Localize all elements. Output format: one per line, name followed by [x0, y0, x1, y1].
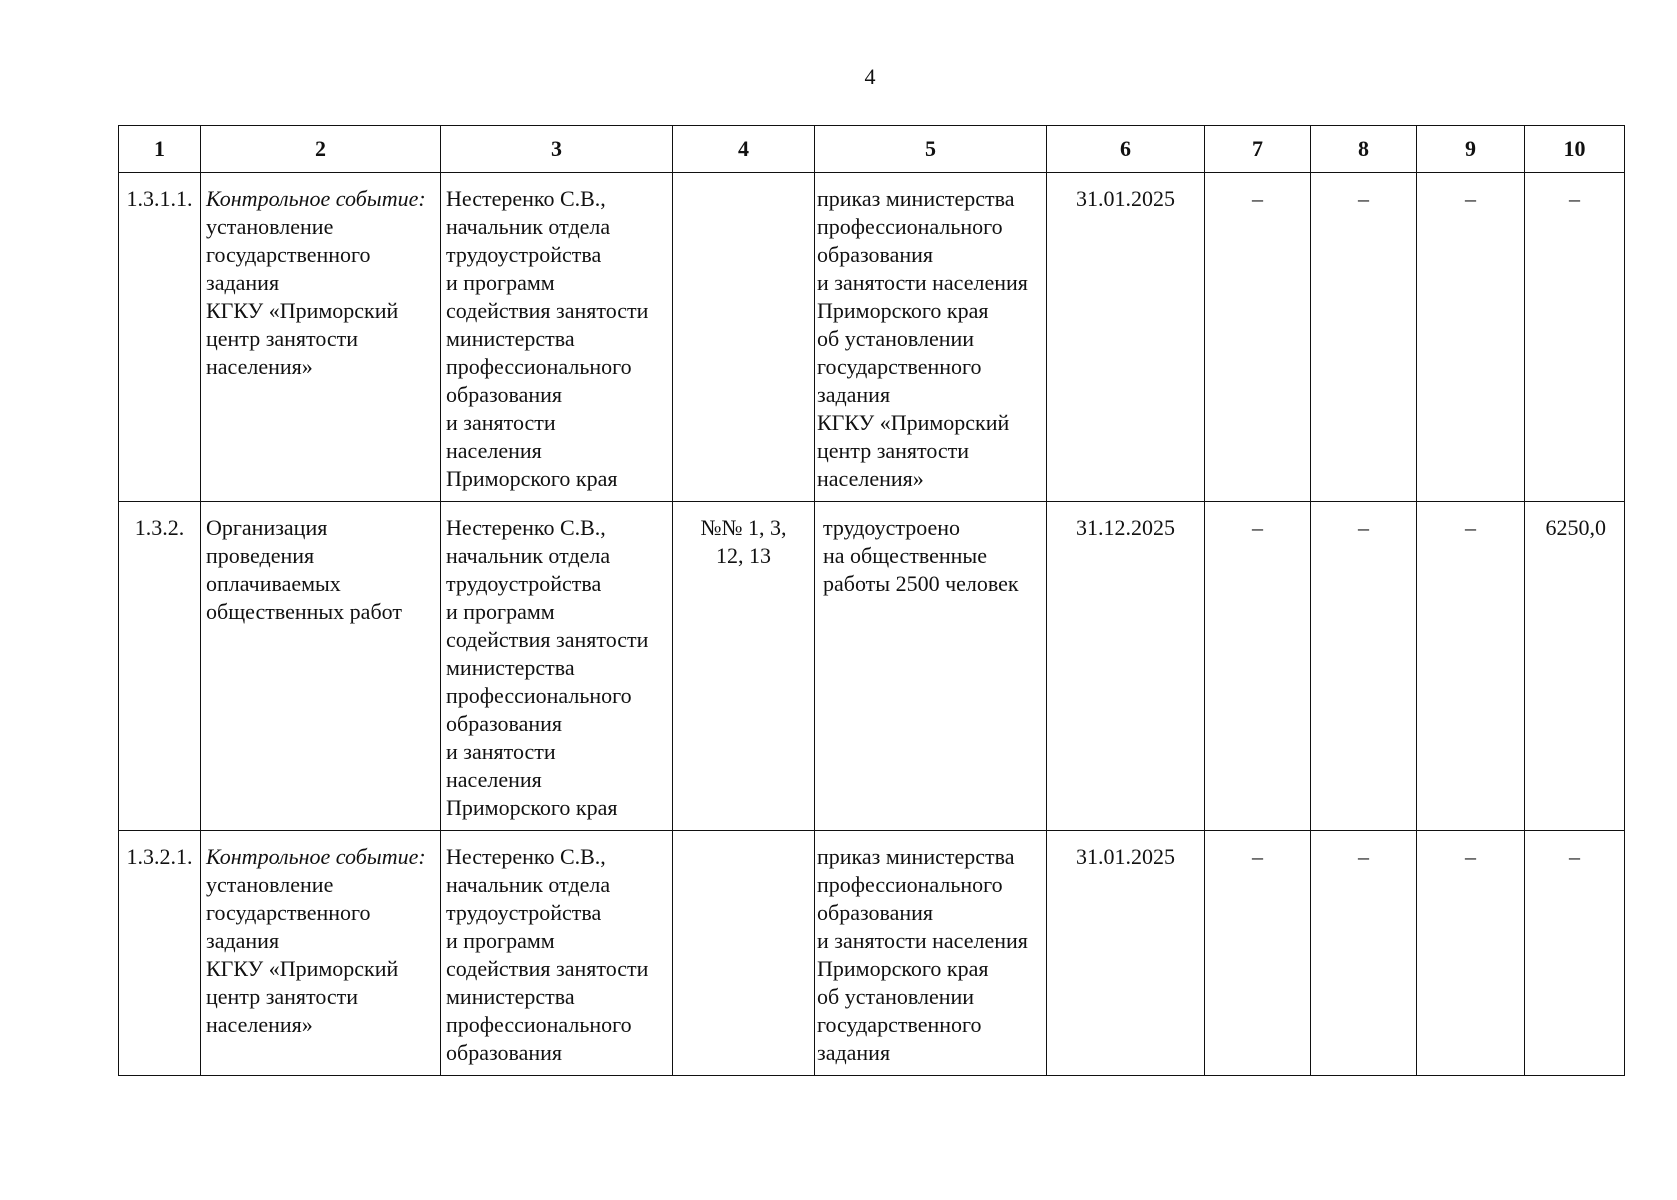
responsible-line: профессионального: [446, 683, 632, 708]
row-number: 1.3.2.: [119, 502, 201, 831]
header-row: [119, 126, 1625, 173]
col8-cell: –: [1311, 502, 1417, 831]
responsible-line: образования: [446, 382, 563, 407]
column-header: 6: [1047, 126, 1205, 173]
name-line: населения»: [206, 1012, 313, 1037]
control-event-label: Контрольное событие:: [206, 844, 426, 869]
responsible-line: содействия занятости: [446, 627, 649, 652]
result-line: государственного: [817, 1012, 982, 1037]
result-line: задания: [817, 382, 891, 407]
responsible-line: Нестеренко С.В.,: [446, 844, 606, 869]
result-line: КГКУ «Приморский: [817, 410, 1010, 435]
row-number: 1.3.1.1.: [119, 173, 201, 502]
result-line: центр занятости: [817, 438, 970, 463]
responsible-line: трудоустройства: [446, 900, 602, 925]
column-header: 7: [1205, 126, 1311, 173]
responsible-line: профессионального: [446, 354, 632, 379]
col8-cell: –: [1311, 173, 1417, 502]
responsible-line: начальник отдела: [446, 214, 611, 239]
responsible-line: трудоустройства: [446, 242, 602, 267]
responsible-line: и занятости: [446, 739, 556, 764]
name-line: государственного: [206, 900, 371, 925]
result-line: профессионального: [817, 872, 1003, 897]
result-line: образования: [817, 900, 934, 925]
name-line: оплачиваемых: [206, 571, 341, 596]
indicator-line: 12, 13: [716, 543, 771, 568]
name-line: КГКУ «Приморский: [206, 298, 399, 323]
name-line: центр занятости: [206, 326, 359, 351]
indicator-cell: [673, 502, 815, 831]
responsible-line: образования: [446, 1040, 563, 1065]
responsible-line: и программ: [446, 270, 555, 295]
name-line: установление: [206, 872, 334, 897]
responsible-line: и программ: [446, 928, 555, 953]
indicator-cell: [673, 831, 815, 1076]
result-line: приказ министерства: [817, 186, 1015, 211]
date-cell: 31.01.2025: [1047, 831, 1205, 1076]
responsible-line: и программ: [446, 599, 555, 624]
column-header: 4: [673, 126, 815, 173]
name-line: задания: [206, 928, 280, 953]
responsible-line: трудоустройства: [446, 571, 602, 596]
col7-cell: –: [1205, 831, 1311, 1076]
responsible-line: населения: [446, 438, 542, 463]
responsible-cell: [441, 831, 673, 1076]
col9-cell: –: [1417, 502, 1525, 831]
responsible-line: министерства: [446, 655, 575, 680]
control-event-label: Контрольное событие:: [206, 186, 426, 211]
result-line: приказ министерства: [817, 844, 1015, 869]
column-header: 10: [1525, 126, 1625, 173]
result-line: об установлении: [817, 326, 975, 351]
result-line: населения»: [817, 466, 924, 491]
event-name-cell: [201, 173, 441, 502]
result-line: на общественные: [823, 543, 987, 568]
responsible-line: министерства: [446, 326, 575, 351]
page-number: 4: [864, 64, 876, 89]
col10-cell: –: [1525, 173, 1625, 502]
col10-cell: 6250,0: [1525, 502, 1625, 831]
result-cell: [815, 173, 1047, 502]
responsible-line: министерства: [446, 984, 575, 1009]
name-line: проведения: [206, 543, 315, 568]
responsible-line: начальник отдела: [446, 543, 611, 568]
responsible-line: Нестеренко С.В.,: [446, 186, 606, 211]
column-header: 2: [201, 126, 441, 173]
name-line: государственного: [206, 242, 371, 267]
result-cell: [815, 502, 1047, 831]
column-header: 9: [1417, 126, 1525, 173]
responsible-line: Нестеренко С.В.,: [446, 515, 606, 540]
column-header: 8: [1311, 126, 1417, 173]
result-line: об установлении: [817, 984, 975, 1009]
plan-table: [118, 125, 1625, 1076]
date-cell: 31.12.2025: [1047, 502, 1205, 831]
result-line: трудоустроено: [823, 515, 961, 540]
result-line: профессионального: [817, 214, 1003, 239]
name-line: КГКУ «Приморский: [206, 956, 399, 981]
responsible-line: и занятости: [446, 410, 556, 435]
result-line: и занятости населения: [817, 928, 1028, 953]
row-number: 1.3.2.1.: [119, 831, 201, 1076]
col10-cell: –: [1525, 831, 1625, 1076]
col7-cell: –: [1205, 173, 1311, 502]
result-cell: [815, 831, 1047, 1076]
event-name-cell: [201, 831, 441, 1076]
responsible-line: образования: [446, 711, 563, 736]
name-line: установление: [206, 214, 334, 239]
indicator-cell: [673, 173, 815, 502]
column-header: 1: [119, 126, 201, 173]
name-line: Организация: [206, 515, 328, 540]
name-line: общественных работ: [206, 599, 402, 624]
responsible-line: профессионального: [446, 1012, 632, 1037]
name-line: центр занятости: [206, 984, 359, 1009]
result-line: задания: [817, 1040, 891, 1065]
result-line: работы 2500 человек: [823, 571, 1019, 596]
name-line: задания: [206, 270, 280, 295]
event-name-cell: [201, 502, 441, 831]
name-line: населения»: [206, 354, 313, 379]
result-line: и занятости населения: [817, 270, 1028, 295]
responsible-line: содействия занятости: [446, 298, 649, 323]
result-line: государственного: [817, 354, 982, 379]
col9-cell: –: [1417, 831, 1525, 1076]
col8-cell: –: [1311, 831, 1417, 1076]
col7-cell: –: [1205, 502, 1311, 831]
responsible-line: Приморского края: [446, 466, 618, 491]
responsible-line: Приморского края: [446, 795, 618, 820]
column-header: 3: [441, 126, 673, 173]
col9-cell: –: [1417, 173, 1525, 502]
table-row: [119, 502, 1625, 831]
responsible-line: населения: [446, 767, 542, 792]
date-cell: 31.01.2025: [1047, 173, 1205, 502]
table-row: [119, 173, 1625, 502]
indicator-line: №№ 1, 3,: [700, 515, 787, 540]
result-line: образования: [817, 242, 934, 267]
column-header: 5: [815, 126, 1047, 173]
result-line: Приморского края: [817, 298, 989, 323]
responsible-line: содействия занятости: [446, 956, 649, 981]
responsible-cell: [441, 502, 673, 831]
responsible-cell: [441, 173, 673, 502]
responsible-line: начальник отдела: [446, 872, 611, 897]
result-line: Приморского края: [817, 956, 989, 981]
table-row: [119, 831, 1625, 1076]
